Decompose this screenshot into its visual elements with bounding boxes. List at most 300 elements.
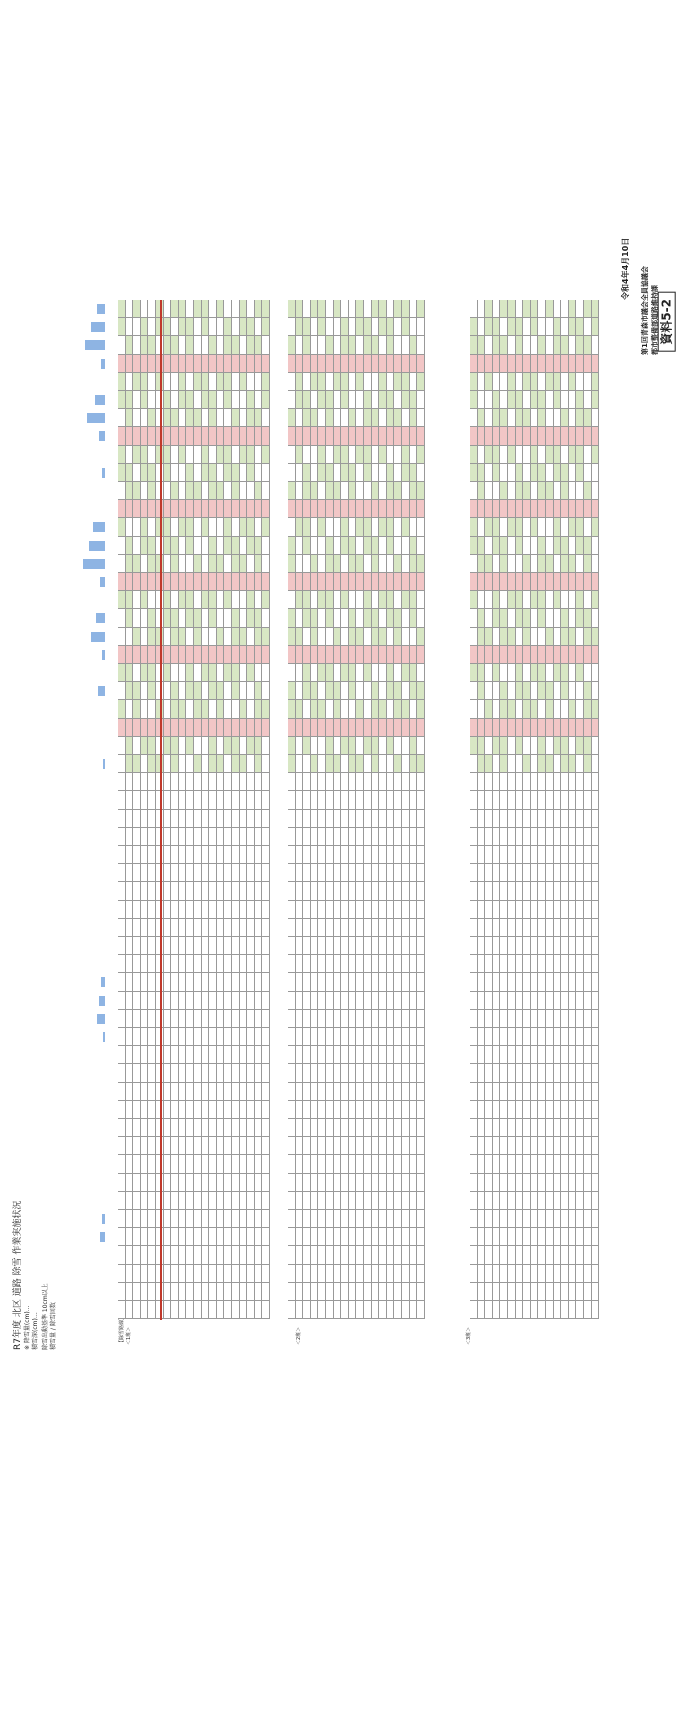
grid-cell (569, 1246, 577, 1264)
grid-cell (478, 1137, 486, 1155)
grid-cell (485, 755, 493, 773)
grid-cell (118, 318, 126, 336)
grid-cell (364, 391, 372, 409)
grid-cell (356, 901, 364, 919)
grid-cell (326, 919, 334, 937)
grid-cell (546, 1101, 554, 1119)
grid-cell (387, 719, 395, 737)
snowfall-bar (91, 322, 105, 332)
grid-cell (561, 973, 569, 991)
grid-cell (478, 609, 486, 627)
grid-cell (209, 719, 217, 737)
grid-cell (311, 518, 319, 536)
grid-cell (232, 591, 240, 609)
grid-cell (478, 1155, 486, 1173)
grid-cell (311, 1155, 319, 1173)
grid-cell (296, 846, 304, 864)
grid-cell (592, 864, 600, 882)
grid-cell (356, 1283, 364, 1301)
grid-cell (217, 373, 225, 391)
grid-cell (531, 336, 539, 354)
grid-cell (372, 1155, 380, 1173)
grid-cell (262, 336, 270, 354)
grid-cell (387, 518, 395, 536)
grid-cell (493, 682, 501, 700)
grid-cell (402, 1083, 410, 1101)
grid-cell (240, 609, 248, 627)
document-meeting: 第1回青森市議会全員協議会 (641, 266, 649, 355)
grid-cell (508, 300, 516, 318)
grid-cell (288, 446, 296, 464)
grid-cell (217, 1028, 225, 1046)
grid-cell (186, 1301, 194, 1319)
grid-cell (341, 1301, 349, 1319)
grid-cell (379, 1119, 387, 1137)
grid-cell (179, 719, 187, 737)
grid-cell (569, 537, 577, 555)
grid-cell (126, 1064, 134, 1082)
grid-cell (554, 973, 562, 991)
snowfall-bar (95, 395, 105, 405)
grid-cell (576, 555, 584, 573)
grid-cell (538, 919, 546, 937)
grid-cell (394, 482, 402, 500)
grid-cell (247, 518, 255, 536)
grid-cell (202, 500, 210, 518)
grid-cell (356, 409, 364, 427)
grid-cell (202, 901, 210, 919)
grid-cell (470, 573, 478, 591)
grid-cell (584, 1010, 592, 1028)
grid-cell (478, 446, 486, 464)
grid-cell (531, 1301, 539, 1319)
grid-cell (148, 1028, 156, 1046)
grid-cell (387, 500, 395, 518)
grid-cell (410, 1137, 418, 1155)
grid-cell (379, 1301, 387, 1319)
grid-cell (141, 1119, 149, 1137)
grid-cell (523, 1265, 531, 1283)
grid-cell (326, 682, 334, 700)
grid-cell (186, 555, 194, 573)
grid-cell (217, 1155, 225, 1173)
grid-cell (209, 1210, 217, 1228)
grid-cell (402, 1246, 410, 1264)
grid-cell (576, 500, 584, 518)
grid-cell (561, 919, 569, 937)
grid-cell (592, 955, 600, 973)
grid-cell (232, 336, 240, 354)
grid-cell (470, 1246, 478, 1264)
grid-cell (531, 537, 539, 555)
grid-cell (311, 1083, 319, 1101)
grid-cell (318, 664, 326, 682)
grid-cell (500, 1083, 508, 1101)
grid-cell (288, 537, 296, 555)
grid-cell (592, 537, 600, 555)
grid-cell (186, 318, 194, 336)
grid-cell (202, 1246, 210, 1264)
grid-cell (296, 1283, 304, 1301)
grid-cell (561, 300, 569, 318)
grid-cell (341, 427, 349, 445)
grid-cell (224, 773, 232, 791)
grid-cell (334, 464, 342, 482)
grid-cell (311, 373, 319, 391)
grid-cell (133, 355, 141, 373)
grid-cell (171, 1301, 179, 1319)
grid-cell (500, 609, 508, 627)
grid-cell (372, 500, 380, 518)
grid-cell (576, 518, 584, 536)
grid-cell (561, 1174, 569, 1192)
grid-cell (296, 518, 304, 536)
grid-cell (516, 409, 524, 427)
grid-cell (118, 700, 126, 718)
grid-cell (523, 409, 531, 427)
grid-cell (318, 1119, 326, 1137)
grid-cell (133, 700, 141, 718)
grid-cell (209, 318, 217, 336)
grid-cell (478, 1192, 486, 1210)
grid-cell (364, 882, 372, 900)
grid-cell (379, 409, 387, 427)
grid-cell (311, 1283, 319, 1301)
legend-line-4: 積雪量 / 除雪回数 (50, 1302, 57, 1350)
grid-cell (394, 573, 402, 591)
grid-cell (576, 755, 584, 773)
grid-cell (531, 409, 539, 427)
grid-cell (126, 828, 134, 846)
grid-cell (217, 646, 225, 664)
grid-cell (303, 737, 311, 755)
grid-cell (247, 1083, 255, 1101)
grid-cell (326, 373, 334, 391)
grid-cell (516, 646, 524, 664)
grid-cell (141, 1174, 149, 1192)
grid-cell (372, 336, 380, 354)
grid-cell (402, 846, 410, 864)
grid-cell (379, 1064, 387, 1082)
grid-cell (262, 573, 270, 591)
grid-cell (126, 992, 134, 1010)
grid-cell (523, 919, 531, 937)
grid-cell (379, 1192, 387, 1210)
grid-cell (247, 791, 255, 809)
grid-cell (232, 555, 240, 573)
grid-cell (417, 846, 425, 864)
grid-cell (478, 1010, 486, 1028)
grid-cell (349, 810, 357, 828)
grid-cell (387, 937, 395, 955)
grid-cell (318, 1010, 326, 1028)
grid-cell (493, 427, 501, 445)
grid-cell (179, 737, 187, 755)
grid-cell (255, 300, 263, 318)
grid-cell (516, 1301, 524, 1319)
grid-cell (576, 1155, 584, 1173)
grid-cell (410, 355, 418, 373)
grid-cell (364, 1265, 372, 1283)
grid-cell (217, 446, 225, 464)
grid-cell (179, 919, 187, 937)
grid-cell (311, 973, 319, 991)
grid-cell (410, 955, 418, 973)
grid-cell (372, 791, 380, 809)
grid-cell (194, 409, 202, 427)
grid-cell (240, 973, 248, 991)
grid-cell (364, 1192, 372, 1210)
grid-cell (349, 1083, 357, 1101)
grid-cell (318, 682, 326, 700)
grid-cell (179, 609, 187, 627)
grid-cell (148, 482, 156, 500)
grid-cell (523, 446, 531, 464)
grid-cell (341, 1192, 349, 1210)
grid-cell (417, 955, 425, 973)
grid-cell (402, 864, 410, 882)
grid-cell (240, 1083, 248, 1101)
grid-cell (508, 828, 516, 846)
grid-cell (186, 537, 194, 555)
grid-cell (148, 1064, 156, 1082)
grid-cell (379, 518, 387, 536)
grid-cell (164, 1192, 172, 1210)
grid-cell (493, 446, 501, 464)
grid-cell (303, 664, 311, 682)
grid-cell (247, 1064, 255, 1082)
grid-cell (179, 1046, 187, 1064)
grid-cell (232, 1192, 240, 1210)
grid-cell (240, 901, 248, 919)
grid-cell (133, 937, 141, 955)
grid-cell (202, 1265, 210, 1283)
grid-cell (126, 1137, 134, 1155)
grid-cell (379, 591, 387, 609)
grid-cell (318, 1083, 326, 1101)
grid-cell (493, 864, 501, 882)
grid-cell (296, 427, 304, 445)
grid-cell (394, 1119, 402, 1137)
grid-cell (584, 846, 592, 864)
grid-cell (296, 1010, 304, 1028)
grid-cell (349, 1101, 357, 1119)
grid-cell (247, 355, 255, 373)
grid-cell (334, 919, 342, 937)
grid-cell (372, 992, 380, 1010)
grid-cell (410, 937, 418, 955)
grid-cell (141, 1265, 149, 1283)
grid-cell (410, 537, 418, 555)
grid-cell (485, 518, 493, 536)
grid-cell (296, 537, 304, 555)
grid-cell (478, 1119, 486, 1137)
grid-cell (224, 427, 232, 445)
grid-cell (516, 1083, 524, 1101)
grid-cell (133, 955, 141, 973)
grid-cell (554, 810, 562, 828)
grid-cell (569, 355, 577, 373)
grid-cell (240, 846, 248, 864)
snowfall-bar (87, 413, 105, 423)
grid-cell (592, 737, 600, 755)
grid-cell (485, 791, 493, 809)
grid-cell (262, 591, 270, 609)
grid-cell (417, 446, 425, 464)
grid-cell (179, 810, 187, 828)
grid-cell (356, 1155, 364, 1173)
grid-cell (255, 937, 263, 955)
grid-cell (569, 427, 577, 445)
grid-cell (478, 1028, 486, 1046)
grid-cell (118, 810, 126, 828)
grid-cell (126, 537, 134, 555)
snowfall-bar (98, 686, 105, 696)
grid-cell (133, 300, 141, 318)
grid-cell (255, 955, 263, 973)
grid-cell (118, 1301, 126, 1319)
grid-cell (164, 1137, 172, 1155)
grid-cell (349, 719, 357, 737)
grid-cell (379, 555, 387, 573)
grid-cell (224, 882, 232, 900)
grid-cell (126, 955, 134, 973)
grid-cell (554, 1064, 562, 1082)
grid-cell (296, 1265, 304, 1283)
grid-cell (202, 1083, 210, 1101)
grid-cell (387, 336, 395, 354)
grid-cell (296, 791, 304, 809)
grid-cell (516, 336, 524, 354)
grid-cell (318, 791, 326, 809)
grid-cell (485, 1119, 493, 1137)
grid-cell (194, 1083, 202, 1101)
grid-cell (402, 555, 410, 573)
grid-cell (478, 573, 486, 591)
grid-cell (500, 682, 508, 700)
grid-cell (402, 628, 410, 646)
grid-cell (303, 409, 311, 427)
grid-cell (349, 919, 357, 937)
grid-cell (209, 755, 217, 773)
grid-cell (592, 810, 600, 828)
grid-cell (133, 427, 141, 445)
grid-cell (569, 336, 577, 354)
grid-cell (485, 664, 493, 682)
grid-cell (318, 355, 326, 373)
grid-cell (478, 1283, 486, 1301)
grid-cell (508, 992, 516, 1010)
grid-cell (592, 1174, 600, 1192)
grid-cell (576, 591, 584, 609)
grid-cell (546, 628, 554, 646)
grid-cell (288, 828, 296, 846)
grid-cell (240, 1174, 248, 1192)
grid-cell (288, 973, 296, 991)
grid-cell (508, 919, 516, 937)
grid-cell (303, 518, 311, 536)
grid-cell (186, 427, 194, 445)
grid-cell (288, 300, 296, 318)
grid-cell (194, 1192, 202, 1210)
grid-cell (402, 992, 410, 1010)
grid-cell (356, 1228, 364, 1246)
grid-cell (372, 300, 380, 318)
grid-cell (296, 1046, 304, 1064)
grid-cell (240, 955, 248, 973)
grid-cell (372, 955, 380, 973)
grid-cell (538, 464, 546, 482)
grid-cell (349, 992, 357, 1010)
grid-cell (303, 755, 311, 773)
grid-cell (508, 573, 516, 591)
grid-cell (372, 427, 380, 445)
grid-cell (394, 537, 402, 555)
grid-cell (493, 482, 501, 500)
grid-cell (485, 1174, 493, 1192)
grid-cell (508, 1028, 516, 1046)
grid-cell (194, 500, 202, 518)
grid-cell (576, 1228, 584, 1246)
grid-cell (164, 828, 172, 846)
grid-cell (576, 573, 584, 591)
grid-cell (164, 737, 172, 755)
grid-cell (341, 973, 349, 991)
section-3: ＜3班＞ (466, 1326, 472, 1345)
grid-cell (349, 1046, 357, 1064)
grid-cell (247, 773, 255, 791)
grid-cell (232, 755, 240, 773)
grid-cell (592, 755, 600, 773)
grid-cell (224, 919, 232, 937)
grid-cell (485, 373, 493, 391)
grid-cell (394, 646, 402, 664)
grid-cell (118, 409, 126, 427)
grid-cell (318, 901, 326, 919)
grid-cell (470, 464, 478, 482)
grid-cell (576, 1246, 584, 1264)
grid-cell (500, 1119, 508, 1137)
grid-cell (232, 482, 240, 500)
grid-cell (372, 391, 380, 409)
grid-cell (356, 573, 364, 591)
grid-cell (364, 1155, 372, 1173)
grid-cell (394, 1174, 402, 1192)
grid-cell (508, 755, 516, 773)
grid-cell (296, 919, 304, 937)
grid-cell (349, 336, 357, 354)
grid-cell (402, 901, 410, 919)
grid-cell (554, 336, 562, 354)
grid-cell (561, 1246, 569, 1264)
grid-cell (141, 1010, 149, 1028)
grid-cell (194, 373, 202, 391)
grid-cell (470, 409, 478, 427)
grid-cell (394, 355, 402, 373)
grid-cell (561, 1046, 569, 1064)
grid-cell (531, 427, 539, 445)
grid-cell (164, 1028, 172, 1046)
grid-cell (232, 1046, 240, 1064)
grid-cell (592, 664, 600, 682)
grid-cell (478, 1228, 486, 1246)
grid-cell (303, 646, 311, 664)
grid-cell (592, 1301, 600, 1319)
grid-cell (240, 318, 248, 336)
grid-cell (417, 1246, 425, 1264)
grid-cell (318, 609, 326, 627)
grid-cell (364, 1283, 372, 1301)
